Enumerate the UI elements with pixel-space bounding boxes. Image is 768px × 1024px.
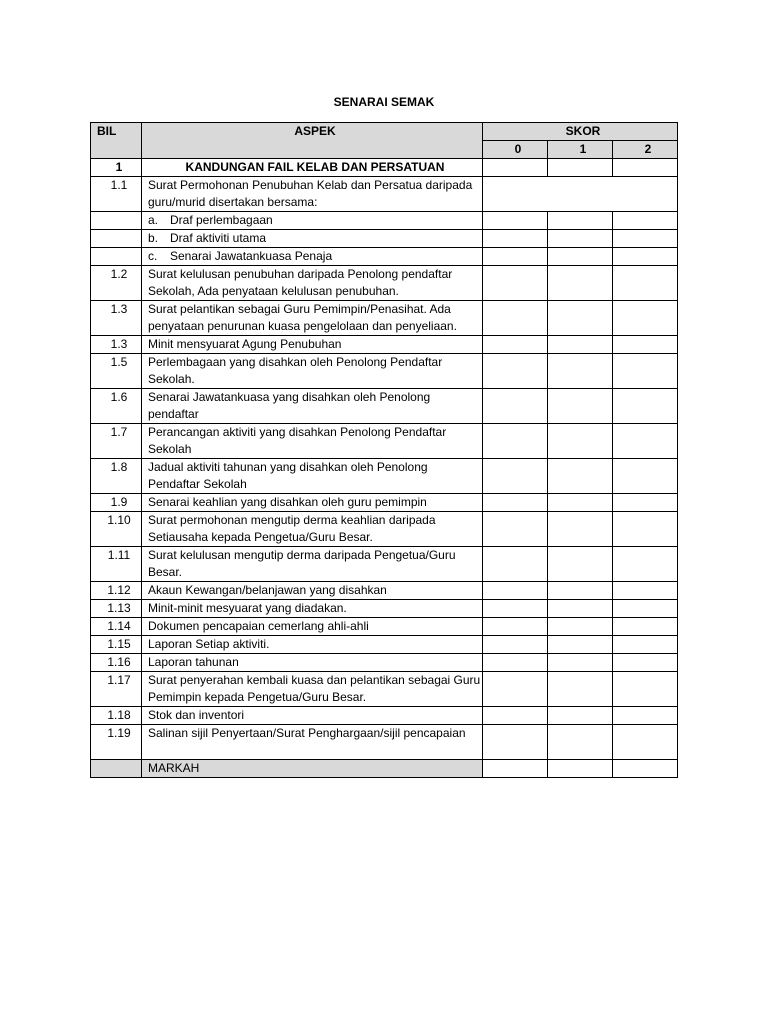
score-cell-0[interactable] xyxy=(483,301,548,336)
score-cell-2[interactable] xyxy=(613,600,678,618)
markah-score-2[interactable] xyxy=(613,760,678,778)
table-row xyxy=(91,389,678,424)
score-cell-2[interactable] xyxy=(613,654,678,672)
score-cell-1[interactable] xyxy=(548,636,613,654)
score-cell-1[interactable] xyxy=(548,725,613,760)
item-aspek: Senarai Jawatankuasa yang disahkan oleh Penolong pendaftar xyxy=(142,389,483,424)
table-row xyxy=(91,582,678,600)
score-cell-0[interactable] xyxy=(483,725,548,760)
table-row xyxy=(91,177,678,212)
markah-label: MARKAH xyxy=(142,760,483,778)
section-title: KANDUNGAN FAIL KELAB DAN PERSATUAN xyxy=(142,159,483,177)
subitem-text: Draf aktiviti utama xyxy=(170,231,267,245)
score-cell-0[interactable] xyxy=(483,389,548,424)
score-cell-2[interactable] xyxy=(613,672,678,707)
item-bil: 1.2 xyxy=(91,266,142,301)
subitem-text: Draf perlembagaan xyxy=(170,213,273,227)
table-row xyxy=(91,494,678,512)
score-cell-2[interactable] xyxy=(613,707,678,725)
item-aspek: Akaun Kewangan/belanjawan yang disahkan xyxy=(142,582,483,600)
table-row xyxy=(91,512,678,547)
subitem-row xyxy=(91,248,678,266)
score-cell-1[interactable] xyxy=(548,424,613,459)
item-aspek: Laporan Setiap aktiviti. xyxy=(142,636,483,654)
item-aspek: Perlembagaan yang disahkan oleh Penolong Pendaftar Sekolah. xyxy=(142,354,483,389)
score-cell-1[interactable] xyxy=(548,248,613,266)
score-cell-2[interactable] xyxy=(613,494,678,512)
item-bil: 1.15 xyxy=(91,636,142,654)
score-cell-0[interactable] xyxy=(483,512,548,547)
markah-score-1[interactable] xyxy=(548,760,613,778)
item-aspek: Perancangan aktiviti yang disahkan Penolong Pendaftar Sekolah xyxy=(142,424,483,459)
subitem-letter: a. xyxy=(148,213,159,227)
score-cell-2[interactable] xyxy=(613,230,678,248)
section-bil: 1 xyxy=(91,159,142,177)
table-row xyxy=(91,424,678,459)
score-cell-0[interactable] xyxy=(483,582,548,600)
bil-header: BIL xyxy=(91,123,142,159)
score-cell-1[interactable] xyxy=(548,494,613,512)
score-cell-0[interactable] xyxy=(483,618,548,636)
score-cell-1[interactable] xyxy=(548,512,613,547)
score-cell-1[interactable] xyxy=(548,672,613,707)
score-cell-2[interactable] xyxy=(613,336,678,354)
item-aspek: Surat permohonan mengutip derma keahlian daripada Setiausaha kepada Pengetua/Guru Besar. xyxy=(142,512,483,547)
item-bil: 1.10 xyxy=(91,512,142,547)
score-cell-2[interactable] xyxy=(613,159,678,177)
table-row xyxy=(91,354,678,389)
document-title: SENARAI SEMAK xyxy=(333,95,435,109)
score-cell-2[interactable] xyxy=(613,618,678,636)
table-row xyxy=(91,636,678,654)
score-cell-2[interactable] xyxy=(613,389,678,424)
item-bil: 1.7 xyxy=(91,424,142,459)
item-bil: 1.11 xyxy=(91,547,142,582)
item-bil: 1.18 xyxy=(91,707,142,725)
score-cell-1[interactable] xyxy=(548,618,613,636)
subitem-letter: c. xyxy=(148,249,158,263)
score-cell-1[interactable] xyxy=(548,582,613,600)
markah-row xyxy=(91,760,678,778)
score-cell-0[interactable] xyxy=(483,707,548,725)
score-cell-2[interactable] xyxy=(613,582,678,600)
aspek-header: ASPEK xyxy=(142,123,483,159)
item-bil: 1.19 xyxy=(91,725,142,760)
item-aspek: Surat pelantikan sebagai Guru Pemimpin/Penasihat. Ada penyataan penurunan kuasa pengelolaan dan penyeliaan. xyxy=(142,301,483,336)
markah-score-0[interactable] xyxy=(483,760,548,778)
score-cell-2[interactable] xyxy=(613,636,678,654)
checklist-table xyxy=(90,122,678,778)
section-row xyxy=(91,159,678,177)
score-cell-0[interactable] xyxy=(483,248,548,266)
score-cell-2[interactable] xyxy=(613,266,678,301)
score-2-header: 2 xyxy=(613,141,678,159)
score-cell-2[interactable] xyxy=(613,725,678,760)
subitem-row xyxy=(91,212,678,230)
markah-bil xyxy=(91,760,142,778)
table-row xyxy=(91,672,678,707)
score-cell-2[interactable] xyxy=(613,459,678,494)
item-aspek: Surat penyerahan kembali kuasa dan pelantikan sebagai Guru Pemimpin kepada Pengetua/Guru Besar. xyxy=(142,672,483,707)
table-row xyxy=(91,266,678,301)
subitem-row xyxy=(91,230,678,248)
subitem-aspek xyxy=(142,230,483,248)
score-cell-0[interactable] xyxy=(483,424,548,459)
score-cell-2[interactable] xyxy=(613,512,678,547)
item-aspek: Surat kelulusan mengutip derma daripada Pengetua/Guru Besar. xyxy=(142,547,483,582)
subitem-aspek xyxy=(142,248,483,266)
table-row xyxy=(91,459,678,494)
table-row xyxy=(91,301,678,336)
score-cell-0[interactable] xyxy=(483,636,548,654)
score-cell-0[interactable] xyxy=(483,672,548,707)
item-bil: 1.16 xyxy=(91,654,142,672)
item-bil: 1.14 xyxy=(91,618,142,636)
item-bil: 1.9 xyxy=(91,494,142,512)
subitem-aspek xyxy=(142,212,483,230)
item-aspek: Dokumen pencapaian cemerlang ahli-ahli xyxy=(142,618,483,636)
score-1-header: 1 xyxy=(548,141,613,159)
table-row xyxy=(91,654,678,672)
item-bil: 1.3 xyxy=(91,301,142,336)
score-cell-2[interactable] xyxy=(613,248,678,266)
header-row-top xyxy=(91,123,678,141)
table-row xyxy=(91,547,678,582)
score-cell-1[interactable] xyxy=(548,230,613,248)
score-cell-1[interactable] xyxy=(548,266,613,301)
score-cell-1[interactable] xyxy=(548,459,613,494)
table-row xyxy=(91,600,678,618)
score-cell-2[interactable] xyxy=(613,212,678,230)
score-cell-0[interactable] xyxy=(483,654,548,672)
score-cell-0[interactable] xyxy=(483,354,548,389)
item-aspek: Senarai keahlian yang disahkan oleh guru pemimpin xyxy=(142,494,483,512)
score-cell-0[interactable] xyxy=(483,600,548,618)
table-row xyxy=(91,336,678,354)
score-cell-0[interactable] xyxy=(483,230,548,248)
subitem-letter: b. xyxy=(148,231,159,245)
score-cell-1[interactable] xyxy=(548,159,613,177)
score-cell-1[interactable] xyxy=(548,389,613,424)
score-cell-0[interactable] xyxy=(483,547,548,582)
item-bil: 1.13 xyxy=(91,600,142,618)
table-row xyxy=(91,618,678,636)
score-cell-0[interactable] xyxy=(483,494,548,512)
item-bil: 1.3 xyxy=(91,336,142,354)
subitem-bil xyxy=(91,212,142,230)
item-bil: 1.12 xyxy=(91,582,142,600)
score-cell-0[interactable] xyxy=(483,266,548,301)
score-cell-1[interactable] xyxy=(548,654,613,672)
table-row xyxy=(91,725,678,760)
item-aspek: Minit mensyuarat Agung Penubuhan xyxy=(142,336,483,354)
score-cell-1[interactable] xyxy=(548,301,613,336)
item-bil: 1.17 xyxy=(91,672,142,707)
item-bil: 1.1 xyxy=(91,177,142,212)
score-cell-2[interactable] xyxy=(613,547,678,582)
score-cell-0[interactable] xyxy=(483,159,548,177)
subitem-text: Senarai Jawatankuasa Penaja xyxy=(170,249,333,263)
score-cell-2[interactable] xyxy=(613,424,678,459)
item-aspek: Laporan tahunan xyxy=(142,654,483,672)
score-cell-1[interactable] xyxy=(548,547,613,582)
score-cell-2[interactable] xyxy=(613,354,678,389)
score-cell-1[interactable] xyxy=(548,707,613,725)
score-cell-1[interactable] xyxy=(548,354,613,389)
item-aspek: Surat Permohonan Penubuhan Kelab dan Persatua daripada guru/murid disertakan bersama: xyxy=(142,177,483,212)
score-cell-0[interactable] xyxy=(483,336,548,354)
score-cell-merged[interactable] xyxy=(483,177,678,212)
score-cell-1[interactable] xyxy=(548,212,613,230)
item-bil: 1.6 xyxy=(91,389,142,424)
item-aspek: Minit-minit mesyuarat yang diadakan. xyxy=(142,600,483,618)
score-cell-1[interactable] xyxy=(548,600,613,618)
item-aspek: Jadual aktiviti tahunan yang disahkan oleh Penolong Pendaftar Sekolah xyxy=(142,459,483,494)
skor-header: SKOR xyxy=(483,123,678,141)
score-0-header: 0 xyxy=(483,141,548,159)
item-bil: 1.5 xyxy=(91,354,142,389)
subitem-bil xyxy=(91,230,142,248)
item-aspek: Stok dan inventori xyxy=(142,707,483,725)
subitem-bil xyxy=(91,248,142,266)
item-aspek: Salinan sijil Penyertaan/Surat Penghargaan/sijil pencapaian xyxy=(142,725,483,760)
table-row xyxy=(91,707,678,725)
score-cell-1[interactable] xyxy=(548,336,613,354)
score-cell-0[interactable] xyxy=(483,212,548,230)
item-bil: 1.8 xyxy=(91,459,142,494)
item-aspek: Surat kelulusan penubuhan daripada Penolong pendaftar Sekolah, Ada penyataan kelulusan penubuhan. xyxy=(142,266,483,301)
score-cell-0[interactable] xyxy=(483,459,548,494)
score-cell-2[interactable] xyxy=(613,301,678,336)
